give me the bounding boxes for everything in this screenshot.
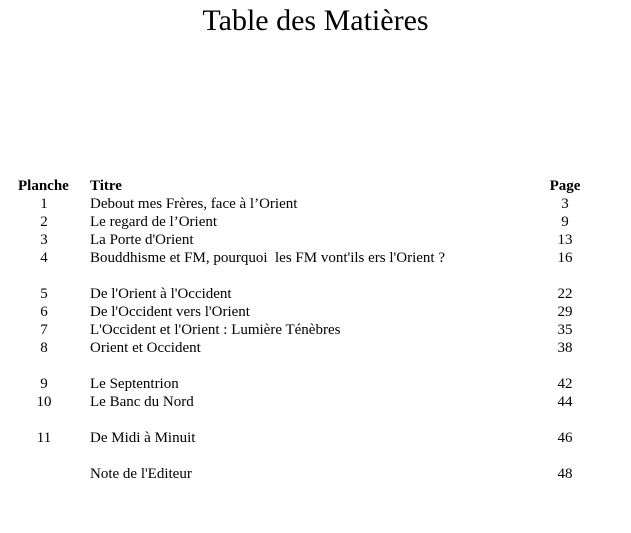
planche-number: 5 xyxy=(40,286,48,302)
planche-title: Orient et Occident xyxy=(90,340,201,356)
table-row xyxy=(0,375,631,393)
planche-number: 2 xyxy=(40,214,48,230)
table-row xyxy=(0,231,631,249)
planche-number: 9 xyxy=(40,376,48,392)
table-row xyxy=(0,321,631,339)
table-row xyxy=(0,339,631,357)
table-row xyxy=(0,195,631,213)
header-planche: Planche xyxy=(18,178,69,194)
planche-title: Note de l'Editeur xyxy=(90,466,192,482)
table-of-contents xyxy=(0,177,631,483)
group-spacer xyxy=(0,267,631,285)
planche-title: De l'Orient à l'Occident xyxy=(90,286,232,302)
planche-number: 6 xyxy=(40,304,48,320)
page-number: 48 xyxy=(557,466,573,482)
planche-title: L'Occident et l'Orient : Lumière Ténèbres xyxy=(90,322,341,338)
planche-title: Le Septentrion xyxy=(90,376,179,392)
planche-number: 8 xyxy=(40,340,48,356)
group-spacer xyxy=(0,357,631,375)
group-spacer xyxy=(0,447,631,465)
page-number: 46 xyxy=(557,430,573,446)
page-number: 9 xyxy=(561,214,569,230)
planche-number: 1 xyxy=(40,196,48,212)
page-number: 29 xyxy=(557,304,573,320)
planche-number: 10 xyxy=(36,394,52,410)
table-row xyxy=(0,393,631,411)
page-title: Table des Matières xyxy=(202,4,429,37)
header-page: Page xyxy=(549,178,581,194)
header-titre: Titre xyxy=(90,178,122,194)
planche-number: 11 xyxy=(36,430,52,446)
table-row xyxy=(0,429,631,447)
table-row xyxy=(0,465,631,483)
planche-title: De Midi à Minuit xyxy=(90,430,196,446)
planche-number: 3 xyxy=(40,232,48,248)
page-number: 22 xyxy=(557,286,573,302)
group-spacer xyxy=(0,411,631,429)
page-number: 13 xyxy=(557,232,573,248)
table-header xyxy=(0,177,631,195)
planche-title: Le Banc du Nord xyxy=(90,394,194,410)
planche-title: La Porte d'Orient xyxy=(90,232,194,248)
planche-number: 4 xyxy=(40,250,48,266)
table-row xyxy=(0,303,631,321)
table-row xyxy=(0,213,631,231)
page-number: 16 xyxy=(557,250,573,266)
planche-number: 7 xyxy=(40,322,48,338)
planche-title: Bouddhisme et FM, pourquoi les FM vont'ils ers l'Orient ? xyxy=(90,250,445,266)
table-row xyxy=(0,285,631,303)
page-number: 3 xyxy=(561,196,569,212)
planche-title: Le regard de l’Orient xyxy=(90,214,218,230)
table-row xyxy=(0,249,631,267)
planche-title: De l'Occident vers l'Orient xyxy=(90,304,250,320)
page-number: 42 xyxy=(557,376,573,392)
page-number: 44 xyxy=(557,394,573,410)
page-number: 38 xyxy=(557,340,573,356)
page-number: 35 xyxy=(557,322,573,338)
planche-title: Debout mes Frères, face à l’Orient xyxy=(90,196,298,212)
